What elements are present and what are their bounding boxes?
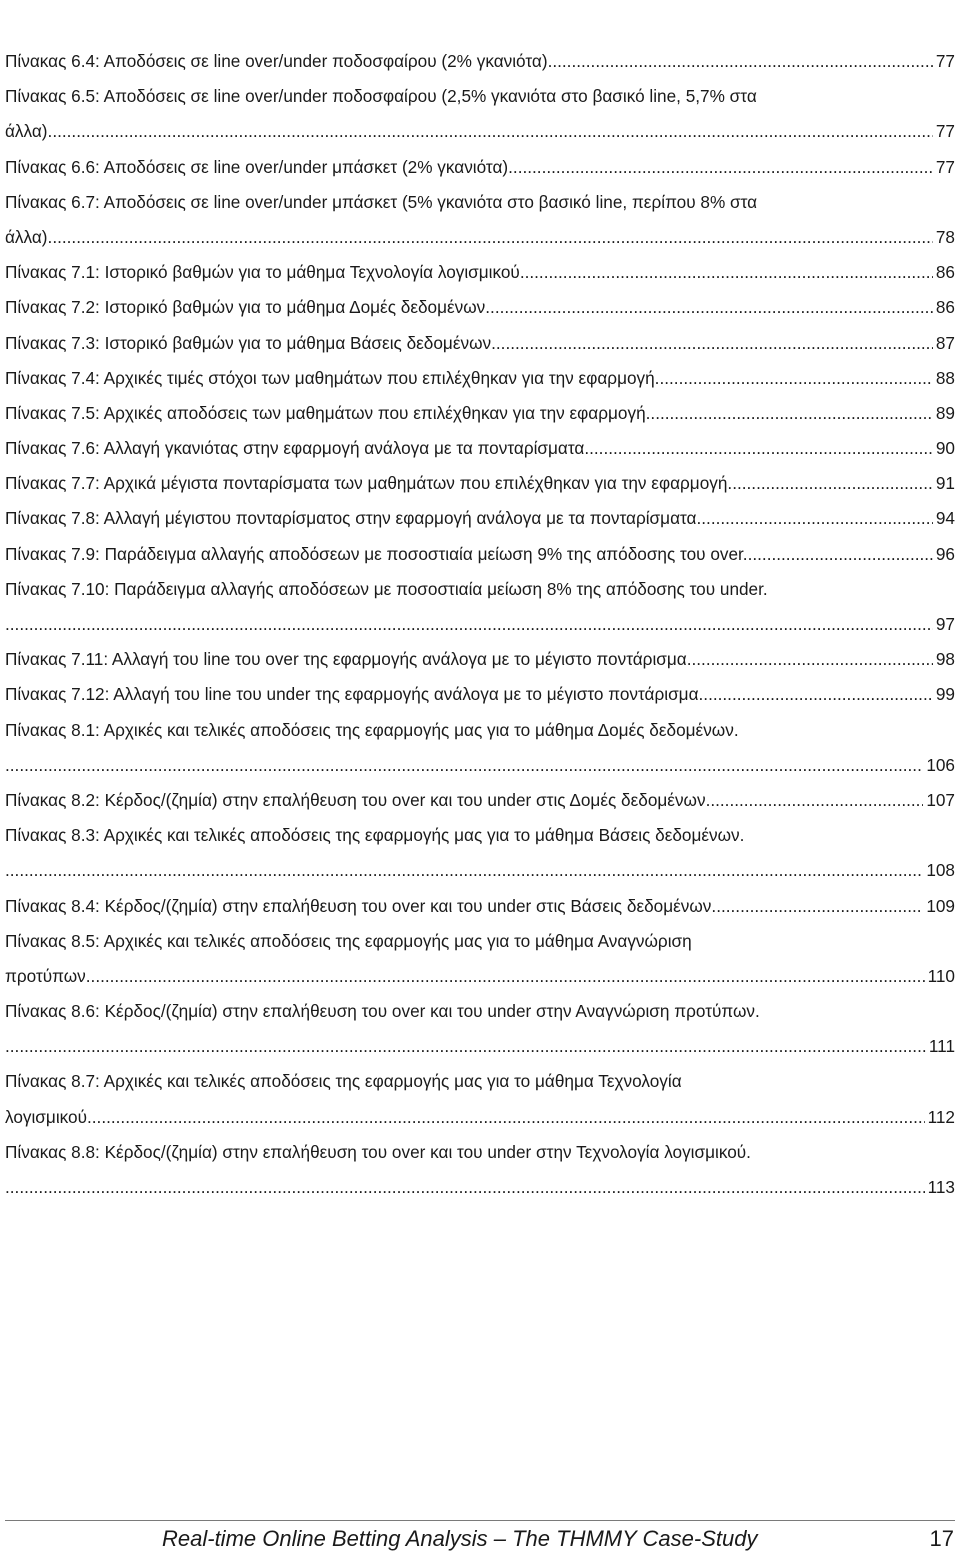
toc-entry-text: Πίνακας 7.11: Αλλαγή του line του over της εφαρμογής ανάλογα με το μέγιστο ποντάρισμα xyxy=(5,649,687,670)
toc-entry-line xyxy=(5,677,955,712)
dot-leader xyxy=(525,255,933,290)
toc-entry-line xyxy=(5,220,955,255)
toc-entry[interactable] xyxy=(5,677,955,712)
toc-page-number: 77 xyxy=(935,156,955,177)
toc-entry[interactable] xyxy=(5,642,955,677)
toc-page-number: 113 xyxy=(927,1177,955,1197)
toc-entry-text: Πίνακας 6.6: Αποδόσεις σε line over/under μπάσκετ (2% γκανιότα). xyxy=(5,156,513,177)
toc-entry-text: Πίνακας 6.5: Αποδόσεις σε line over/under ποδοσφαίρου (2,5% γκανιότα στο βασικό line, 5,7% στα xyxy=(5,86,757,107)
toc-entry-text: άλλα). xyxy=(5,121,53,142)
toc-entry[interactable] xyxy=(5,994,955,1064)
toc-entry[interactable] xyxy=(5,924,955,994)
list-of-tables xyxy=(5,44,955,1205)
toc-entry[interactable] xyxy=(5,290,955,325)
toc-entry-text: Πίνακας 7.4: Αρχικές τιμές στόχοι των μαθημάτων που επιλέχθηκαν για την εφαρμογή. xyxy=(5,367,660,388)
dot-leader xyxy=(496,326,933,361)
toc-entry[interactable] xyxy=(5,889,955,924)
footer-title: Real-time Online Betting Analysis – The THMMY Case-Study xyxy=(162,1526,758,1551)
toc-page-number: 91 xyxy=(935,473,955,494)
toc-page-number: 77 xyxy=(935,51,955,71)
toc-entry[interactable] xyxy=(5,79,955,149)
toc-entry[interactable] xyxy=(5,818,955,888)
footer-page-number: 17 xyxy=(929,1526,954,1551)
dot-leader xyxy=(701,501,933,536)
toc-entry-line xyxy=(5,713,955,748)
toc-entry-line xyxy=(5,783,955,818)
toc-entry[interactable] xyxy=(5,396,955,431)
toc-page-number: 109 xyxy=(926,895,955,916)
dot-leader xyxy=(92,1100,925,1135)
toc-entry-text: Πίνακας 7.8: Αλλαγή μέγιστου πονταρίσματος στην εφαρμογή ανάλογα με τα πονταρίσματα. xyxy=(5,508,702,529)
toc-entry-line xyxy=(5,326,955,361)
toc-entry-line xyxy=(5,959,955,994)
toc-entry[interactable] xyxy=(5,501,955,536)
toc-entry-line xyxy=(5,889,955,924)
toc-entry[interactable] xyxy=(5,572,955,642)
toc-entry[interactable] xyxy=(5,44,955,79)
toc-entry[interactable] xyxy=(5,255,955,290)
dot-leader xyxy=(716,889,923,924)
dot-leader xyxy=(589,431,933,466)
toc-entry-line xyxy=(5,1100,955,1135)
dot-leader xyxy=(703,677,933,712)
toc-entry[interactable] xyxy=(5,150,955,185)
toc-entry[interactable] xyxy=(5,466,955,501)
toc-entry[interactable] xyxy=(5,713,955,783)
dot-leader xyxy=(5,1170,925,1205)
toc-entry-text: άλλα). xyxy=(5,226,53,247)
toc-entry-text: Πίνακας 8.6: Κέρδος/(ζημία) στην επαλήθευση του over και του under στην Αναγνώριση προτύπων. xyxy=(5,1001,760,1022)
dot-leader xyxy=(5,853,923,888)
toc-entry-line xyxy=(5,501,955,536)
toc-entry-line xyxy=(5,924,955,959)
dot-leader xyxy=(748,537,933,572)
toc-entry-line xyxy=(5,150,955,185)
toc-page-number: 108 xyxy=(926,860,955,881)
toc-entry-text: Πίνακας 7.7: Αρχικά μέγιστα πονταρίσματα των μαθημάτων που επιλέχθηκαν για την εφαρμογή. xyxy=(5,473,733,494)
toc-page-number: 78 xyxy=(935,226,955,247)
toc-entry-line xyxy=(5,818,955,853)
toc-entry-line xyxy=(5,607,955,642)
dot-leader xyxy=(687,642,933,677)
toc-entry-text: Πίνακας 7.3: Ιστορικό βαθμών για το μάθημα Βάσεις δεδομένων. xyxy=(5,332,496,353)
toc-entry[interactable] xyxy=(5,1064,955,1134)
toc-entry-text: Πίνακας 6.7: Αποδόσεις σε line over/under μπάσκετ (5% γκανιότα στο βασικό line, περίπου 8% στα xyxy=(5,191,758,212)
toc-entry-line xyxy=(5,1064,955,1099)
toc-entry-text: Πίνακας 7.9: Παράδειγμα αλλαγής αποδόσεων με ποσοστιαία μείωση 9% της απόδοσης του over. xyxy=(5,543,748,564)
toc-entry-line xyxy=(5,466,955,501)
page-footer xyxy=(0,1518,960,1556)
toc-entry-line xyxy=(5,185,955,220)
toc-entry-line xyxy=(5,290,955,325)
toc-entry-line xyxy=(5,1029,955,1064)
toc-entry[interactable] xyxy=(5,361,955,396)
toc-entry-text: Πίνακας 8.4: Κέρδος/(ζημία) στην επαλήθευση του over και του under στις Βάσεις δεδομένων. xyxy=(5,895,717,916)
dot-leader xyxy=(485,290,933,325)
toc-page-number: 88 xyxy=(935,367,955,388)
toc-entry[interactable] xyxy=(5,783,955,818)
toc-entry[interactable] xyxy=(5,185,955,255)
toc-page-number: 90 xyxy=(935,438,955,459)
toc-entry-text: Πίνακας 7.1: Ιστορικό βαθμών για το μάθημα Τεχνολογία λογισμικού. xyxy=(5,262,525,283)
footer-divider xyxy=(5,1520,955,1521)
dot-leader xyxy=(52,114,933,149)
toc-entry-text: Πίνακας 8.5: Αρχικές και τελικές αποδόσεις της εφαρμογής μας για το μάθημα Αναγνώριση xyxy=(5,930,692,951)
toc-entry-line xyxy=(5,255,955,290)
dot-leader xyxy=(552,44,933,79)
toc-entry[interactable] xyxy=(5,431,955,466)
toc-page-number: 86 xyxy=(935,297,955,318)
toc-page-number: 99 xyxy=(935,684,955,705)
toc-entry-line xyxy=(5,114,955,149)
toc-page-number: 89 xyxy=(935,402,955,423)
dot-leader xyxy=(732,466,933,501)
toc-page-number: 94 xyxy=(935,508,955,529)
toc-page-number: 86 xyxy=(935,262,955,283)
toc-page-number: 110 xyxy=(927,965,955,986)
dot-leader xyxy=(86,959,925,994)
toc-page-number: 77 xyxy=(935,121,955,142)
dot-leader xyxy=(52,220,933,255)
dot-leader xyxy=(710,783,923,818)
toc-entry-line xyxy=(5,853,955,888)
toc-entry-text: Πίνακας 8.7: Αρχικές και τελικές αποδόσεις της εφαρμογής μας για το μάθημα Τεχνολογία xyxy=(5,1071,682,1092)
dot-leader xyxy=(5,607,933,642)
toc-entry-text: Πίνακας 8.1: Αρχικές και τελικές αποδόσεις της εφαρμογής μας για το μάθημα Δομές δεδομένων. xyxy=(5,719,739,740)
toc-page-number: 87 xyxy=(935,332,955,353)
toc-entry-text: Πίνακας 8.3: Αρχικές και τελικές αποδόσεις της εφαρμογής μας για το μάθημα Βάσεις δεδομένων. xyxy=(5,825,745,846)
toc-entry-text: Πίνακας 8.8: Κέρδος/(ζημία) στην επαλήθευση του over και του under στην Τεχνολογία λογισμικού. xyxy=(5,1141,751,1162)
dot-leader xyxy=(646,396,933,431)
toc-page-number: 98 xyxy=(935,649,955,670)
toc-entry-text: Πίνακας 7.2: Ιστορικό βαθμών για το μάθημα Δομές δεδομένων xyxy=(5,297,486,318)
toc-entry-line xyxy=(5,396,955,431)
toc-entry[interactable] xyxy=(5,326,955,361)
toc-entry-text: Πίνακας 7.10: Παράδειγμα αλλαγής αποδόσεων με ποσοστιαία μείωση 8% της απόδοσης του under. xyxy=(5,578,768,599)
toc-entry-line xyxy=(5,44,955,79)
dot-leader xyxy=(5,748,923,783)
toc-entry-text: Πίνακας 7.5: Αρχικές αποδόσεις των μαθημάτων που επιλέχθηκαν για την εφαρμογή xyxy=(5,402,646,423)
toc-entry-text: προτύπων xyxy=(5,965,86,986)
toc-page-number: 96 xyxy=(935,543,955,564)
toc-entry-line xyxy=(5,642,955,677)
toc-entry-line xyxy=(5,1170,955,1205)
toc-entry-line xyxy=(5,79,955,114)
toc-entry-text: Πίνακας 7.12: Αλλαγή του line του under της εφαρμογής ανάλογα με το μέγιστο ποντάρισμα. xyxy=(5,684,704,705)
toc-entry[interactable] xyxy=(5,1135,955,1205)
toc-entry-line xyxy=(5,1135,955,1170)
toc-page-number: 111 xyxy=(928,1036,955,1057)
toc-entry-line xyxy=(5,994,955,1029)
toc-entry-line xyxy=(5,572,955,607)
toc-entry-line xyxy=(5,537,955,572)
toc-page-number: 107 xyxy=(926,789,955,810)
toc-entry-text: Πίνακας 8.2: Κέρδος/(ζημία) στην επαλήθευση του over και του under στις Δομές δεδομένων. xyxy=(5,789,711,810)
toc-page-number: 97 xyxy=(935,614,955,634)
toc-page-number: 112 xyxy=(927,1106,955,1127)
toc-entry-line xyxy=(5,431,955,466)
toc-entry[interactable] xyxy=(5,537,955,572)
toc-entry-text: Πίνακας 7.6: Αλλαγή γκανιότας στην εφαρμογή ανάλογα με τα πονταρίσματα. xyxy=(5,438,590,459)
dot-leader xyxy=(659,361,932,396)
toc-entry-text: λογισμικού. xyxy=(5,1106,92,1127)
toc-page-number: 106 xyxy=(926,754,955,775)
dot-leader xyxy=(513,150,933,185)
toc-entry-line xyxy=(5,748,955,783)
toc-entry-line xyxy=(5,361,955,396)
dot-leader xyxy=(5,1029,926,1064)
toc-entry-text: Πίνακας 6.4: Αποδόσεις σε line over/under ποδοσφαίρου (2% γκανιότα). xyxy=(5,51,553,71)
